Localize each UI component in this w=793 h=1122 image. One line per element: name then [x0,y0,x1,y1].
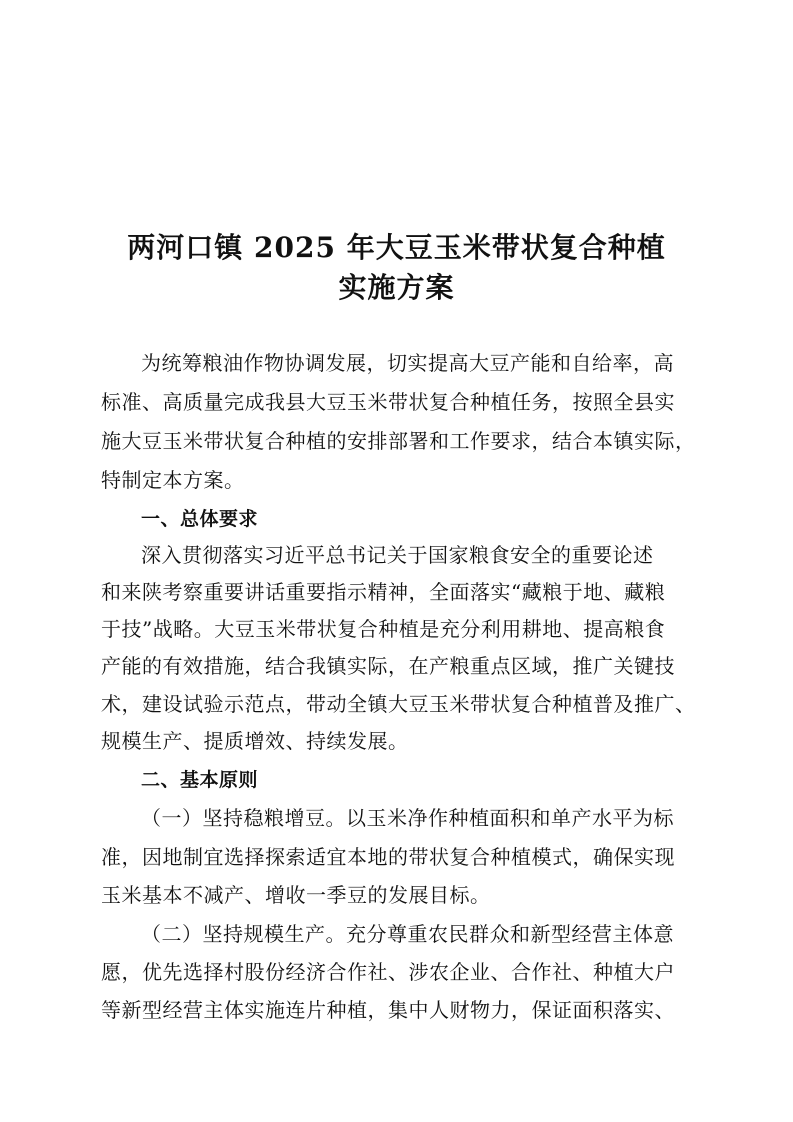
section1-line: 术，建设试验示范点，带动全镇大豆玉米带状复合种植普及推广、 [101,692,696,716]
section-heading-1: 一、总体要求 [141,508,259,530]
section2-item2-line: 等新型经营主体实施连片种植，集中人财物力，保证面积落实、 [101,998,675,1022]
section2-item1-line: 玉米基本不减产、增收一季豆的发展目标。 [101,883,491,907]
intro-line: 标准、高质量完成我县大豆玉米带状复合种植任务，按照全县实 [101,390,675,414]
section2-item2-line: 愿，优先选择村股份经济合作社、涉农企业、合作社、种植大户 [101,960,675,984]
section2-item1-line: 准，因地制宜选择探索适宜本地的带状复合种植模式，确保实现 [101,845,675,869]
intro-line: 施大豆玉米带状复合种植的安排部署和工作要求，结合本镇实际， [101,429,696,453]
section1-line: 于技”战略。大豆玉米带状复合种植是充分利用耕地、提高粮食 [101,617,666,641]
section1-line: 和来陕考察重要讲话重要指示精神，全面落实“藏粮于地、藏粮 [101,580,666,604]
section2-item1-line: （一）坚持稳粮增豆。以玉米净作种植面积和单产水平为标 [141,806,674,830]
section-heading-2: 二、基本原则 [141,769,259,791]
section1-line: 规模生产、提质增效、持续发展。 [101,729,409,753]
intro-line: 特制定本方案。 [101,468,245,492]
section1-line: 产能的有效措施，结合我镇实际，在产粮重点区域，推广关键技 [101,654,675,678]
intro-line: 为统筹粮油作物协调发展，切实提高大豆产能和自给率，高 [141,351,674,375]
section1-line: 深入贯彻落实习近平总书记关于国家粮食安全的重要论述 [141,543,654,567]
document-title-line-1: 两河口镇 2025 年大豆玉米带状复合种植 [127,231,666,264]
section2-item2-line: （二）坚持规模生产。充分尊重农民群众和新型经营主体意 [141,922,674,946]
document-title-line-2: 实施方案 [338,271,455,304]
